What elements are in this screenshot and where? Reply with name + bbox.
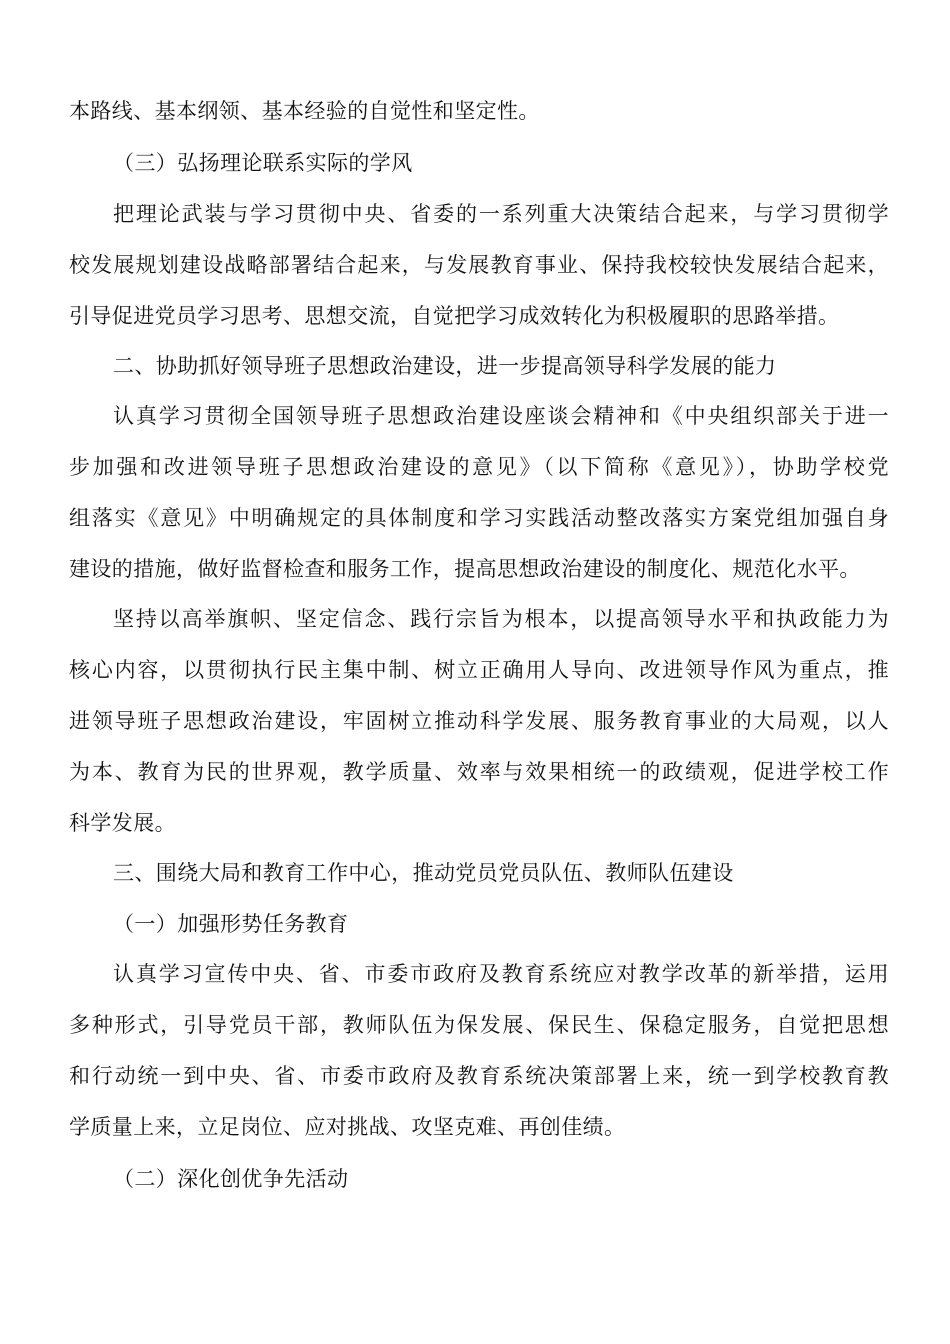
paragraph	[69, 594, 889, 849]
text-line: 和行动统一到中央、省、市委市政府及教育系统决策部署上来，统一到学校教育教	[69, 1064, 889, 1088]
text-line: 组落实《意见》中明确规定的具体制度和学习实践活动整改落实方案党组加强自身	[69, 506, 889, 530]
text-line: （一）加强形势任务教育	[113, 912, 349, 936]
text-line: 科学发展。	[69, 811, 176, 835]
text-line: 三、围绕大局和教育工作中心，推动党员党员队伍、教师队伍建设	[113, 861, 734, 885]
text-line: 核心内容，以贯彻执行民主集中制、树立正确用人导向、改进领导作风为重点，推	[69, 658, 889, 682]
paragraph-continuation	[69, 86, 889, 137]
text-line: 本路线、基本纲领、基本经验的自觉性和坚定性。	[69, 99, 540, 123]
section-heading-3	[69, 848, 889, 899]
text-line: （二）深化创优争先活动	[113, 1167, 349, 1191]
text-line: 把理论武装与学习贯彻中央、省委的一系列重大决策结合起来，与学习贯彻学	[113, 202, 889, 226]
subheading-2	[69, 1154, 889, 1205]
text-line: 二、协助抓好领导班子思想政治建设，进一步提高领导科学发展的能力	[113, 354, 777, 378]
text-line: 步加强和改进领导班子思想政治建设的意见》（以下简称《意见》），协助学校党	[69, 455, 889, 479]
paragraph	[69, 949, 889, 1153]
text-line: 校发展规划建设战略部署结合起来，与发展教育事业、保持我校较快发展结合起来，	[69, 253, 889, 277]
text-line: 认真学习宣传中央、省、市委市政府及教育系统应对教学改革的新举措，运用	[113, 962, 889, 986]
paragraph	[69, 391, 889, 595]
text-line: 建设的措施，做好监督检查和服务工作，提高思想政治建设的制度化、规范化水平。	[69, 557, 861, 581]
subheading-3	[69, 138, 889, 189]
text-line: 引导促进党员学习思考、思想交流，自觉把学习成效转化为积极履职的思路举措。	[69, 304, 840, 328]
text-line: 为本、教育为民的世界观，教学质量、效率与效果相统一的政绩观，促进学校工作	[69, 760, 889, 784]
text-line: 多种形式，引导党员干部，教师队伍为保发展、保民生、保稳定服务，自觉把思想	[69, 1013, 889, 1037]
section-heading-2	[69, 341, 889, 392]
paragraph	[69, 189, 889, 342]
subheading-1	[69, 899, 889, 950]
text-line: 学质量上来，立足岗位、应对挑战、攻坚克难、再创佳绩。	[69, 1115, 626, 1139]
text-line: 坚持以高举旗帜、坚定信念、践行宗旨为根本，以提高领导水平和执政能力为	[113, 607, 889, 631]
text-line: （三）弘扬理论联系实际的学风	[113, 151, 413, 175]
text-line: 进领导班子思想政治建设，牢固树立推动科学发展、服务教育事业的大局观，以人	[69, 709, 889, 733]
text-line: 认真学习贯彻全国领导班子思想政治建设座谈会精神和《中央组织部关于进一	[113, 404, 889, 428]
